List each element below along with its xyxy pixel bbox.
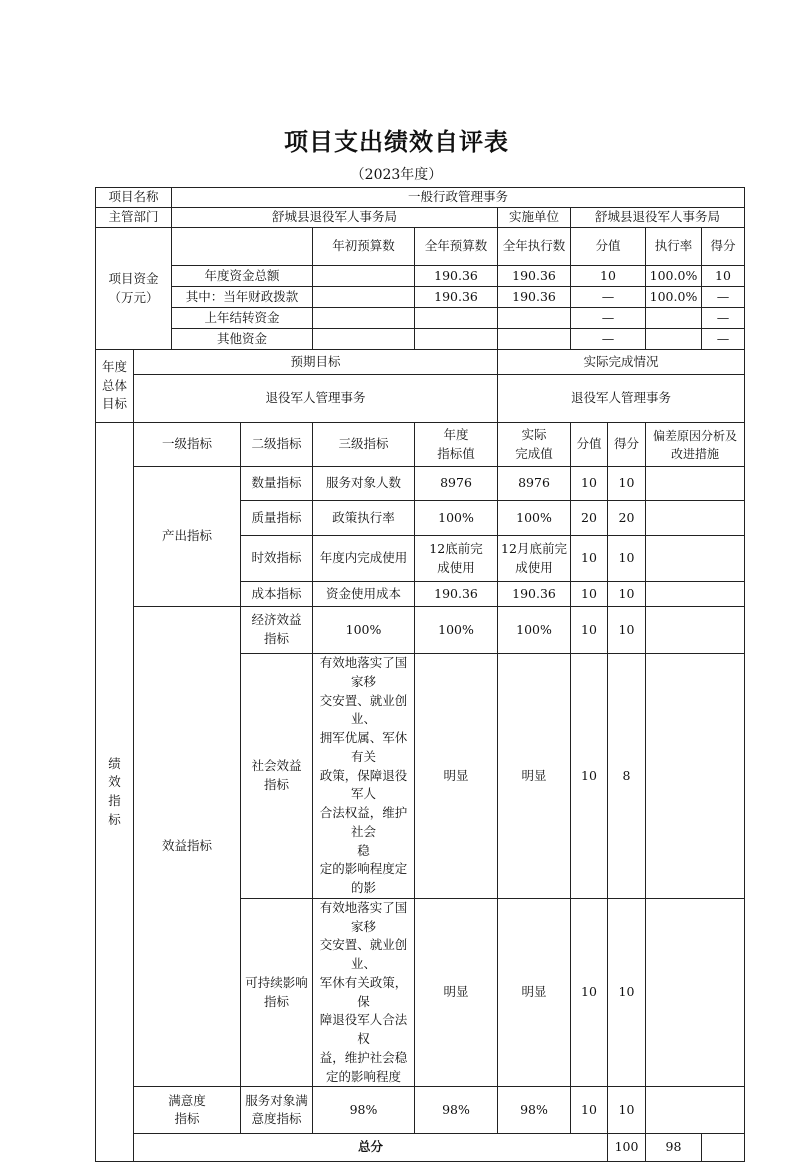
project-name-label: 项目名称 bbox=[96, 188, 172, 208]
col-actual-line: 实际 bbox=[521, 426, 547, 442]
funds-row-annual: 190.36 bbox=[415, 287, 498, 308]
goals-label-line: 年度 bbox=[101, 358, 127, 374]
col-target bbox=[415, 423, 498, 467]
funds-row bbox=[96, 329, 745, 350]
total-row bbox=[96, 1134, 745, 1162]
col-exec-rate: 执行率 bbox=[646, 228, 702, 266]
goals-label-line: 总体 bbox=[101, 377, 127, 393]
project-name-value: 一般行政管理事务 bbox=[172, 188, 745, 208]
goals-header-row bbox=[96, 350, 745, 375]
funds-row-rate: 100.0% bbox=[646, 266, 702, 287]
side-label-char: 效 bbox=[108, 774, 121, 790]
side-label-char: 指 bbox=[108, 793, 121, 809]
funds-row-initial bbox=[313, 266, 415, 287]
funds-label-line1: 项目资金 bbox=[108, 270, 159, 286]
target-line: 12底前完 bbox=[429, 540, 483, 556]
level2-cell: 数量指标 bbox=[241, 467, 313, 501]
level3-line: 稳 bbox=[357, 842, 370, 858]
level3-cell: 98% bbox=[313, 1087, 415, 1134]
level3-cell: 服务对象人数 bbox=[313, 467, 415, 501]
funds-row-executed: 190.36 bbox=[498, 287, 571, 308]
funds-row bbox=[96, 287, 745, 308]
level2-line: 意度指标 bbox=[251, 1111, 302, 1127]
dept-value: 舒城县退役军人事务局 bbox=[172, 208, 498, 228]
level3-cell bbox=[313, 654, 415, 899]
funds-header-blank bbox=[172, 228, 313, 266]
score-cell: 8 bbox=[608, 654, 646, 899]
level3-line: 定的影响程度 bbox=[325, 1068, 401, 1084]
side-label-char: 绩 bbox=[108, 755, 121, 771]
funds-row-rate bbox=[646, 308, 702, 329]
remark-cell bbox=[646, 501, 745, 536]
project-name-row bbox=[96, 188, 745, 208]
benefit-indicator-label: 效益指标 bbox=[134, 607, 241, 1087]
target-cell: 98% bbox=[415, 1087, 498, 1134]
funds-row-annual bbox=[415, 308, 498, 329]
funds-row-score-value: — bbox=[571, 287, 646, 308]
level3-line: 交安置、就业创业、 bbox=[319, 692, 408, 727]
funds-row-name: 年度资金总额 bbox=[172, 266, 313, 287]
funds-row-score: — bbox=[702, 308, 745, 329]
col-initial-budget: 年初预算数 bbox=[313, 228, 415, 266]
funds-row-name: 上年结转资金 bbox=[172, 308, 313, 329]
actual-goal: 退役军人管理事务 bbox=[498, 375, 745, 423]
actual-cell: 100% bbox=[498, 501, 571, 536]
remark-cell bbox=[646, 467, 745, 501]
score-cell: 10 bbox=[608, 467, 646, 501]
remark-cell bbox=[646, 898, 745, 1087]
score-value-cell: 10 bbox=[571, 582, 608, 607]
impl-label: 实施单位 bbox=[498, 208, 571, 228]
page-subtitle: （2023年度） bbox=[350, 167, 443, 183]
level3-line: 有效地落实了国家移 bbox=[319, 899, 408, 934]
target-cell: 明显 bbox=[415, 654, 498, 899]
funds-row-name: 其中：当年财政拨款 bbox=[172, 287, 313, 308]
remark-cell bbox=[646, 607, 745, 654]
actual-cell: 98% bbox=[498, 1087, 571, 1134]
indicator-row bbox=[96, 607, 745, 654]
funds-row bbox=[96, 266, 745, 287]
total-remark bbox=[702, 1134, 745, 1162]
level3-cell: 政策执行率 bbox=[313, 501, 415, 536]
col-actual bbox=[498, 423, 571, 467]
funds-row bbox=[96, 308, 745, 329]
col-score-value: 分值 bbox=[571, 228, 646, 266]
actual-cell: 明显 bbox=[498, 654, 571, 899]
target-cell: 190.36 bbox=[415, 582, 498, 607]
target-cell bbox=[415, 536, 498, 582]
col-remark-line: 偏差原因分析及 bbox=[652, 428, 737, 443]
col-target-line: 指标值 bbox=[437, 445, 475, 461]
indicator-row bbox=[96, 1087, 745, 1134]
satisfaction-indicator-label bbox=[134, 1087, 241, 1134]
level3-line: 有效地落实了国家移 bbox=[319, 655, 408, 689]
remark-cell bbox=[646, 654, 745, 899]
funds-row-score-value: — bbox=[571, 308, 646, 329]
dept-label: 主管部门 bbox=[96, 208, 172, 228]
level3-line: 拥军优属、军休有关 bbox=[319, 730, 408, 764]
level2-line: 社会效益 bbox=[251, 758, 302, 774]
score-cell: 10 bbox=[608, 1087, 646, 1134]
indicators-header-row bbox=[96, 423, 745, 467]
remark-cell bbox=[646, 536, 745, 582]
col-level2: 二级指标 bbox=[241, 423, 313, 467]
indicator-row bbox=[96, 467, 745, 501]
satisfaction-label-line: 指标 bbox=[174, 1111, 200, 1127]
performance-table bbox=[95, 187, 745, 1162]
level2-line: 指标 bbox=[263, 993, 289, 1009]
score-value-cell: 10 bbox=[571, 607, 608, 654]
level2-line: 指标 bbox=[263, 631, 289, 646]
level2-line: 可持续影响 bbox=[245, 974, 308, 990]
remark-cell bbox=[646, 1087, 745, 1134]
col-level1: 一级指标 bbox=[134, 423, 241, 467]
level3-line: 益，维护社会稳 bbox=[319, 1049, 408, 1065]
satisfaction-label-line: 满意度 bbox=[168, 1092, 206, 1108]
actual-goal-label: 实际完成情况 bbox=[498, 350, 745, 375]
actual-cell: 明显 bbox=[498, 898, 571, 1087]
target-cell: 100% bbox=[415, 501, 498, 536]
col-annual-budget: 全年预算数 bbox=[415, 228, 498, 266]
goals-label bbox=[96, 350, 134, 423]
page-title: 项目支出绩效自评表 bbox=[284, 128, 509, 156]
funds-row-annual: 190.36 bbox=[415, 266, 498, 287]
level2-cell: 质量指标 bbox=[241, 501, 313, 536]
indicators-side-label bbox=[96, 423, 134, 1162]
level3-line: 政策，保障退役军人 bbox=[319, 767, 408, 802]
target-cell: 100% bbox=[415, 607, 498, 654]
level2-line: 服务对象满 bbox=[245, 1092, 308, 1108]
level3-line: 定的影响程度定的影 bbox=[319, 861, 408, 895]
level3-line: 交安置、就业创业、 bbox=[319, 937, 408, 971]
funds-row-score-value: 10 bbox=[571, 266, 646, 287]
output-indicator-label: 产出指标 bbox=[134, 467, 241, 607]
level3-cell: 年度内完成使用 bbox=[313, 536, 415, 582]
score-value-cell: 10 bbox=[571, 467, 608, 501]
goals-content-row bbox=[96, 375, 745, 423]
level3-line: 合法权益，维护社会 bbox=[319, 805, 408, 839]
score-cell: 10 bbox=[608, 607, 646, 654]
score-cell: 20 bbox=[608, 501, 646, 536]
funds-header-row bbox=[96, 228, 745, 266]
total-label: 总分 bbox=[134, 1134, 608, 1162]
level2-line: 经济效益 bbox=[251, 612, 302, 628]
funds-label-line2: （万元） bbox=[108, 289, 159, 305]
funds-row-executed bbox=[498, 308, 571, 329]
funds-row-initial bbox=[313, 329, 415, 350]
col-ind-score: 得分 bbox=[608, 423, 646, 467]
level3-line: 障退役军人合法权 bbox=[319, 1012, 408, 1046]
funds-row-initial bbox=[313, 287, 415, 308]
actual-cell: 100% bbox=[498, 607, 571, 654]
level3-cell: 资金使用成本 bbox=[313, 582, 415, 607]
total-score: 98 bbox=[646, 1134, 702, 1162]
score-cell: 10 bbox=[608, 582, 646, 607]
goals-label-line: 目标 bbox=[101, 396, 127, 412]
col-executed: 全年执行数 bbox=[498, 228, 571, 266]
target-cell: 明显 bbox=[415, 898, 498, 1087]
col-score: 得分 bbox=[702, 228, 745, 266]
expected-goal-label: 预期目标 bbox=[134, 350, 498, 375]
actual-line: 12月底前完 bbox=[501, 540, 567, 556]
col-ind-score-value: 分值 bbox=[571, 423, 608, 467]
actual-line: 成使用 bbox=[515, 559, 553, 575]
level3-line: 军休有关政策，保 bbox=[319, 974, 408, 1009]
funds-row-rate: 100.0% bbox=[646, 287, 702, 308]
funds-row-annual bbox=[415, 329, 498, 350]
impl-value: 舒城县退役军人事务局 bbox=[571, 208, 745, 228]
funds-row-initial bbox=[313, 308, 415, 329]
level2-cell bbox=[241, 654, 313, 899]
col-remark bbox=[646, 423, 745, 467]
col-target-line: 年度 bbox=[443, 426, 469, 442]
level2-cell bbox=[241, 898, 313, 1087]
level3-cell: 100% bbox=[313, 607, 415, 654]
funds-row-score-value: — bbox=[571, 329, 646, 350]
funds-row-score: 10 bbox=[702, 266, 745, 287]
funds-row-score: — bbox=[702, 287, 745, 308]
target-cell: 8976 bbox=[415, 467, 498, 501]
col-remark-line: 改进措施 bbox=[670, 446, 719, 461]
level3-cell bbox=[313, 898, 415, 1087]
target-line: 成使用 bbox=[437, 559, 475, 575]
level2-cell: 时效指标 bbox=[241, 536, 313, 582]
score-value-cell: 10 bbox=[571, 1087, 608, 1134]
score-value-cell: 10 bbox=[571, 898, 608, 1087]
level2-cell bbox=[241, 607, 313, 654]
score-value-cell: 10 bbox=[571, 536, 608, 582]
level2-line: 指标 bbox=[263, 776, 289, 792]
funds-row-rate bbox=[646, 329, 702, 350]
remark-cell bbox=[646, 582, 745, 607]
score-cell: 10 bbox=[608, 536, 646, 582]
level2-cell bbox=[241, 1087, 313, 1134]
col-actual-line: 完成值 bbox=[515, 445, 553, 461]
department-row bbox=[96, 208, 745, 228]
funds-row-name: 其他资金 bbox=[172, 329, 313, 350]
funds-row-score: — bbox=[702, 329, 745, 350]
funds-row-executed: 190.36 bbox=[498, 266, 571, 287]
actual-cell bbox=[498, 536, 571, 582]
side-label-char: 标 bbox=[108, 811, 121, 827]
level2-cell: 成本指标 bbox=[241, 582, 313, 607]
score-value-cell: 20 bbox=[571, 501, 608, 536]
funds-label bbox=[96, 228, 172, 350]
expected-goal: 退役军人管理事务 bbox=[134, 375, 498, 423]
col-level3: 三级指标 bbox=[313, 423, 415, 467]
total-score-value: 100 bbox=[608, 1134, 646, 1162]
actual-cell: 8976 bbox=[498, 467, 571, 501]
score-value-cell: 10 bbox=[571, 654, 608, 899]
score-cell: 10 bbox=[608, 898, 646, 1087]
actual-cell: 190.36 bbox=[498, 582, 571, 607]
funds-row-executed bbox=[498, 329, 571, 350]
